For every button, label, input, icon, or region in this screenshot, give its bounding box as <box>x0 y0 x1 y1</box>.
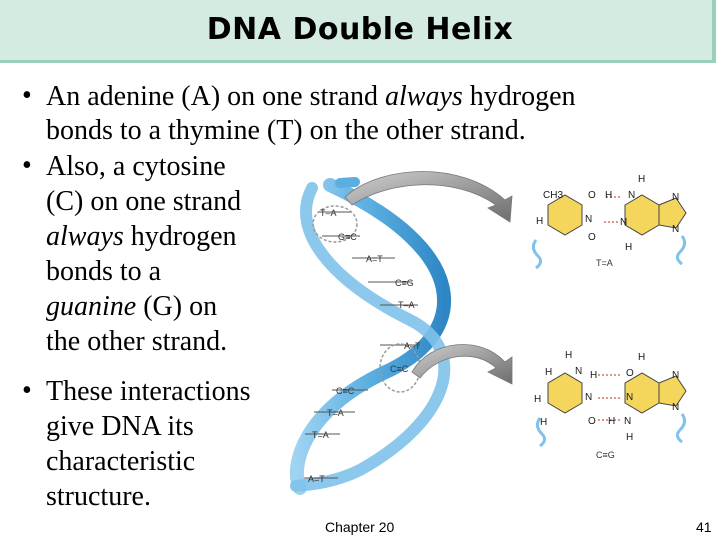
bullet-2-line-4: bonds to a <box>46 256 162 287</box>
bullet-2-line-1: Also, a cytosine <box>46 151 226 182</box>
svg-text:H: H <box>565 350 573 361</box>
bullet-2-line-2: (C) on one strand <box>46 186 242 217</box>
bullet-1-line-2: bonds to a thymine (T) on the other strand. <box>46 115 526 146</box>
svg-text:N: N <box>672 192 680 203</box>
bullet-3-line-4: structure. <box>46 481 151 512</box>
bullet-marker-1: • <box>22 80 32 111</box>
svg-text:N: N <box>585 214 593 225</box>
helix-label-3: A=T <box>366 254 383 264</box>
pair1-label: T=A <box>596 258 613 268</box>
svg-text:O: O <box>588 416 596 427</box>
bullet-2-line-3: always hydrogen <box>46 221 237 252</box>
svg-text:N: N <box>585 392 593 403</box>
helix-label-8: C≡C <box>336 386 355 396</box>
helix-label-11: A=T <box>308 474 325 484</box>
svg-text:N: N <box>620 217 628 228</box>
bullet-marker-3: • <box>22 375 32 406</box>
footer-chapter: Chapter 20 <box>325 519 395 535</box>
helix-strand-back <box>296 188 444 486</box>
helix-label-9: T=A <box>327 408 344 418</box>
helix-label-6: A–T <box>404 341 421 351</box>
helix-label-1: T–A <box>320 208 337 218</box>
svg-text:H: H <box>625 242 633 253</box>
svg-text:N: N <box>672 370 680 381</box>
helix-strand-front <box>297 185 444 488</box>
svg-text:N: N <box>626 392 634 403</box>
bullet-2-line-5: guanine (G) on <box>46 291 218 322</box>
svg-text:H: H <box>545 367 553 378</box>
bullet-3-line-2: give DNA its <box>46 411 194 442</box>
svg-text:H: H <box>540 417 548 428</box>
pair2-label: C≡G <box>596 450 615 460</box>
svg-text:O: O <box>626 368 634 379</box>
svg-text:N: N <box>624 416 632 427</box>
slide-title: DNA Double Helix <box>206 12 514 47</box>
svg-text:H: H <box>638 352 646 363</box>
helix-label-7: C≡C <box>390 364 409 374</box>
svg-text:N: N <box>628 190 636 201</box>
svg-text:N: N <box>575 366 583 377</box>
bullet-1-line-1: An adenine (A) on one strand always hydrogen <box>46 81 576 112</box>
svg-text:CH3: CH3 <box>543 190 564 201</box>
svg-text:N: N <box>672 402 680 413</box>
svg-text:H: H <box>626 432 634 443</box>
svg-text:H: H <box>536 216 544 227</box>
svg-text:H: H <box>605 190 613 201</box>
base-pair-cytosine-guanine <box>534 350 686 460</box>
bullet-3-line-1: These interactions <box>46 376 251 407</box>
svg-text:H: H <box>590 370 598 381</box>
svg-text:O: O <box>588 190 596 201</box>
bullet-marker-2: • <box>22 150 32 181</box>
page-number: 41 <box>696 519 712 535</box>
svg-text:H: H <box>638 174 646 185</box>
svg-text:O: O <box>588 232 596 243</box>
svg-text:H: H <box>608 416 616 427</box>
base-pair-thymine-adenine <box>533 174 686 268</box>
bullet-3-line-3: characteristic <box>46 446 196 477</box>
svg-text:H: H <box>534 394 542 405</box>
bullet-2-line-6: the other strand. <box>46 326 228 357</box>
helix-label-5: T–A <box>398 300 415 310</box>
helix-label-4: C≡G <box>395 278 414 288</box>
helix-label-2: G≡C <box>338 232 357 242</box>
helix-label-10: T=A <box>312 430 329 440</box>
svg-text:N: N <box>672 224 680 235</box>
